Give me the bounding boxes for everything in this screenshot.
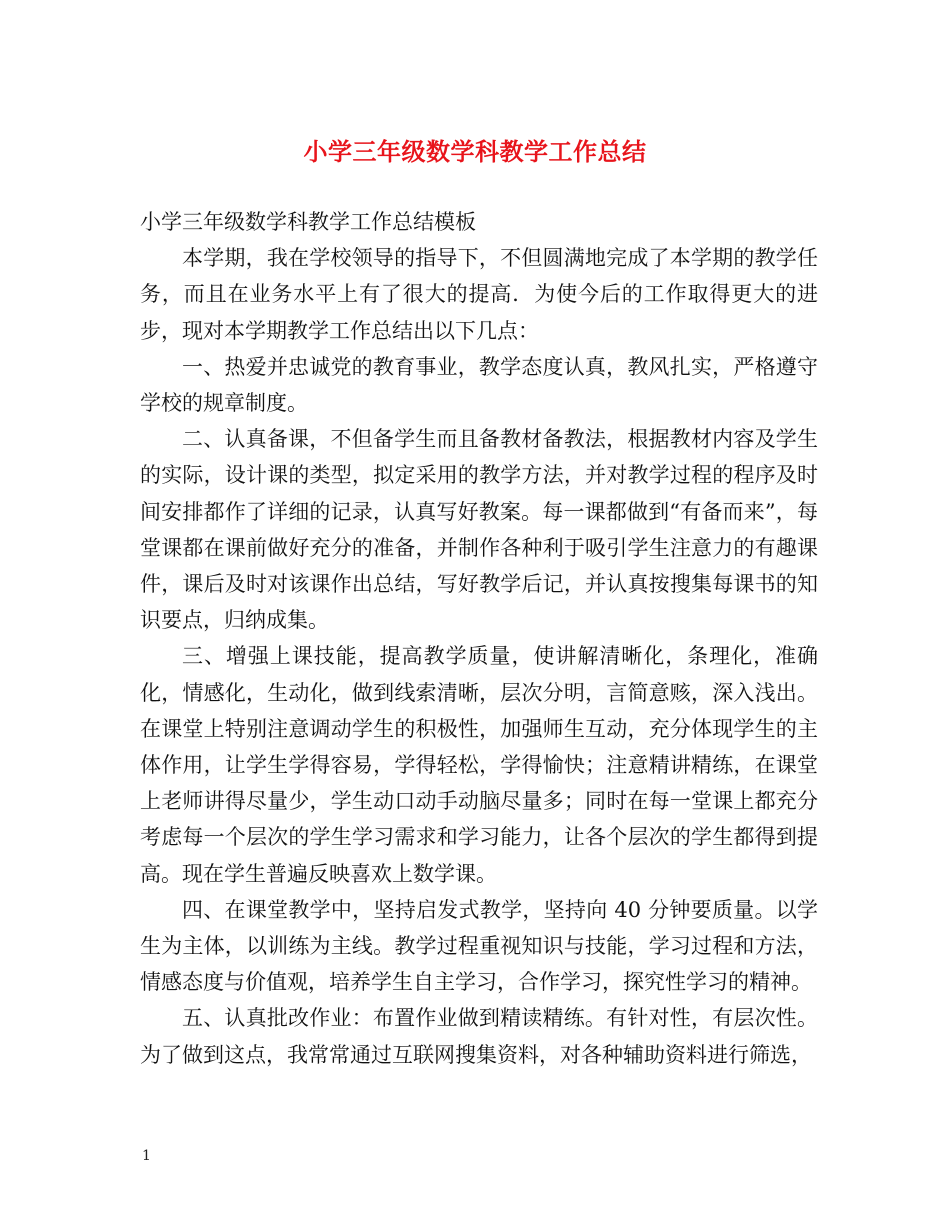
paragraph-point-5: 五、认真批改作业：布置作业做到精读精练。有针对性，有层次性。为了做到这点，我常常通过互联网搜集资料，对各种辅助资料进行筛选， (140, 1006, 818, 1067)
document-title: 小学三年级数学科教学工作总结 (303, 137, 647, 166)
document-body (140, 204, 818, 1073)
paragraph-intro: 本学期，我在学校领导的指导下，不但圆满地完成了本学期的教学任务，而且在业务水平上有了很大的提高．为使今后的工作取得更大的进步，现对本学期教学工作总结出以下几点： (140, 246, 818, 343)
paragraph-point-4: 四、在课堂教学中，坚持启发式教学，坚持向 40 分钟要质量。以学生为主体，以训练为主线。教学过程重视知识与技能，学习过程和方法，情感态度与价值观，培养学生自主学习，合作学习，探究性学习的精神。 (140, 897, 818, 995)
paragraph-point-2: 二、认真备课，不但备学生而且备教材备教法，根据教材内容及学生的实际，设计课的类型，拟定采用的教学方法，并对教学过程的程序及时间安排都作了详细的记录，认真写好教案。每一课都做到“有备而来”，每堂课都在课前做好充分的准备，并制作各种利于吸引学生注意力的有趣课件，课后及时对该课作出总结，写好教学后记，并认真按搜集每课书的知识要点，归纳成集。 (140, 427, 818, 633)
paragraph-point-1: 一、热爱并忠诚党的教育事业，教学态度认真，教风扎实，严格遵守学校的规章制度。 (140, 354, 818, 416)
document-subtitle: 小学三年级数学科教学工作总结模板 (140, 210, 476, 234)
page-number: 1 (142, 1148, 151, 1164)
paragraph-point-3: 三、增强上课技能，提高教学质量，使讲解清晰化，条理化，准确化，情感化，生动化，做到线索清晰，层次分明，言简意赅，深入浅出。在课堂上特别注意调动学生的积极性，加强师生互动，充分体现学生的主体作用，让学生学得容易，学得轻松，学得愉快；注意精讲精练，在课堂上老师讲得尽量少，学生动口动手动脑尽量多；同时在每一堂课上都充分考虑每一个层次的学生学习需求和学习能力，让各个层次的学生都得到提高。现在学生普遍反映喜欢上数学课。 (140, 644, 818, 886)
